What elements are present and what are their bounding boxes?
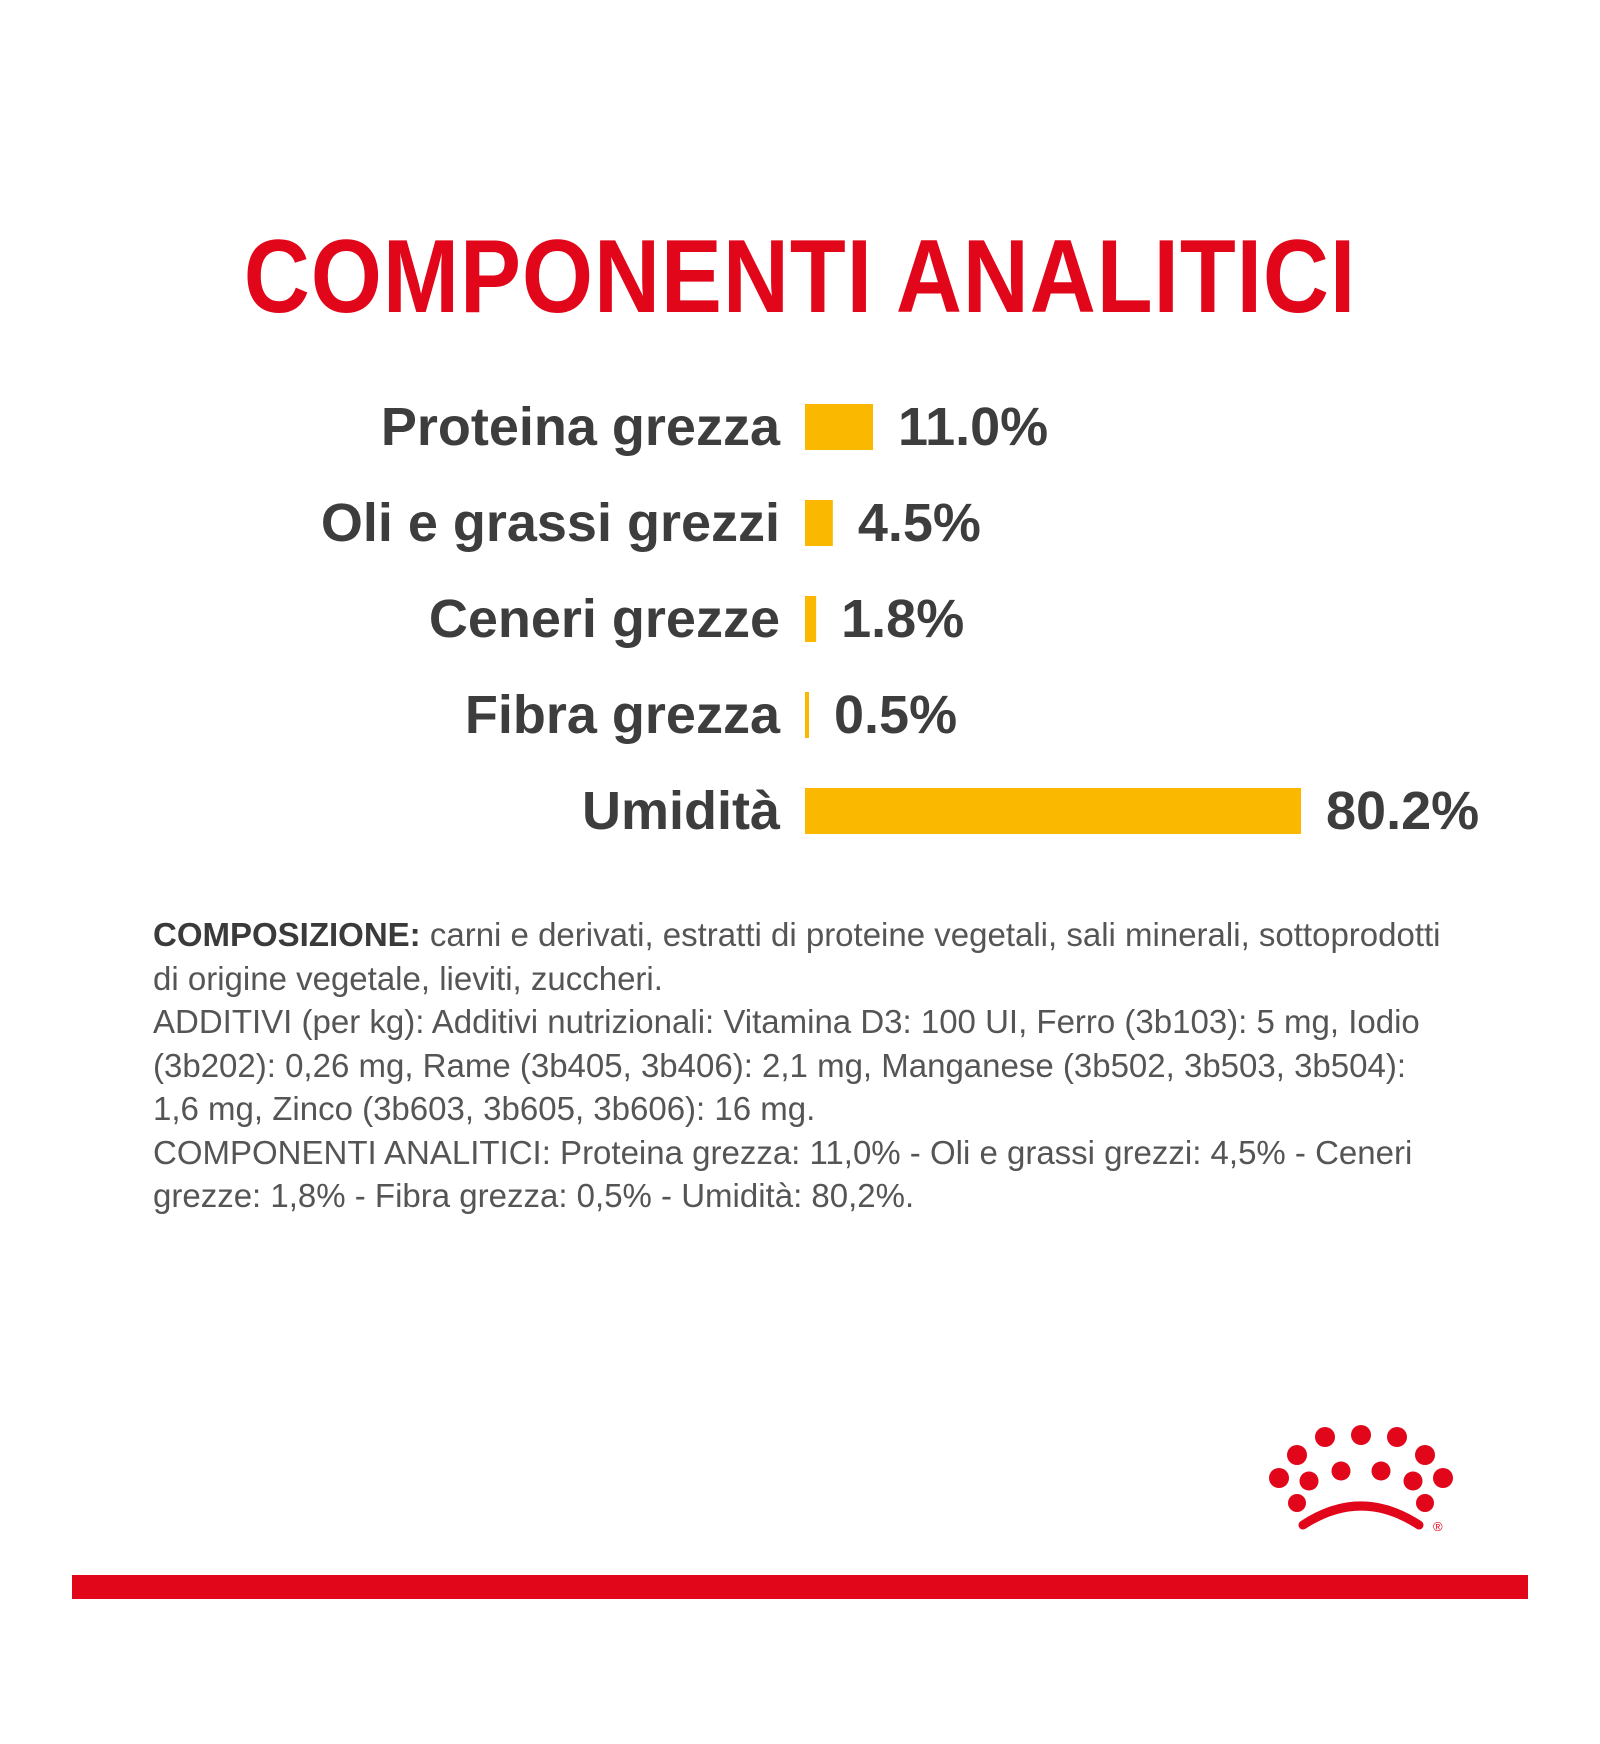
registered-mark: ® — [1433, 1519, 1443, 1534]
value-label: 1.8% — [841, 589, 965, 649]
category-label: Ceneri grezze — [428, 589, 780, 649]
category-label: Fibra grezza — [464, 685, 780, 745]
bar — [805, 500, 833, 546]
crown-icon — [1265, 1425, 1465, 1535]
bar — [805, 596, 816, 642]
composition-lead: COMPOSIZIONE: — [153, 916, 421, 953]
composition-block — [153, 913, 1453, 1218]
value-label: 4.5% — [857, 493, 981, 553]
category-label: Oli e grassi grezzi — [320, 493, 780, 553]
nutrient-bar-chart — [0, 380, 1600, 860]
bar — [805, 404, 873, 450]
page-title: COMPONENTI ANALITICI — [243, 219, 1357, 335]
category-label: Umidità — [581, 781, 780, 841]
composition-ingredients: carni e derivati, estratti di proteine vegetali, sali minerali, sottoprodotti di origine vegetale, lieviti, zuccheri. — [153, 916, 1441, 997]
analytical-paragraph: COMPONENTI ANALITICI: Proteina grezza: 11,0% - Oli e grassi grezzi: 4,5% - Ceneri grezze: 1,8% - Fibra grezza: 0,5% - Umidità: 80,2%. — [153, 1133, 1413, 1214]
value-label: 11.0% — [898, 397, 1049, 457]
bar — [805, 788, 1301, 834]
bar — [805, 692, 809, 738]
category-label: Proteina grezza — [380, 397, 780, 457]
value-label: 80.2% — [1326, 781, 1480, 841]
value-label: 0.5% — [834, 685, 958, 745]
footer-bar — [72, 1575, 1528, 1599]
additives-paragraph: ADDITIVI (per kg): Additivi nutrizionali: Vitamina D3: 100 UI, Ferro (3b103): 5 mg, Iodio (3b202): 0,26 mg, Rame (3b405, 3b406): 2,1 mg, Manganese (3b502, 3b503, 3b504): 1,6 mg, Zinco (3b603, 3b605, 3b606): 16 mg. — [153, 1003, 1420, 1127]
composition-paragraph — [153, 913, 1453, 1000]
